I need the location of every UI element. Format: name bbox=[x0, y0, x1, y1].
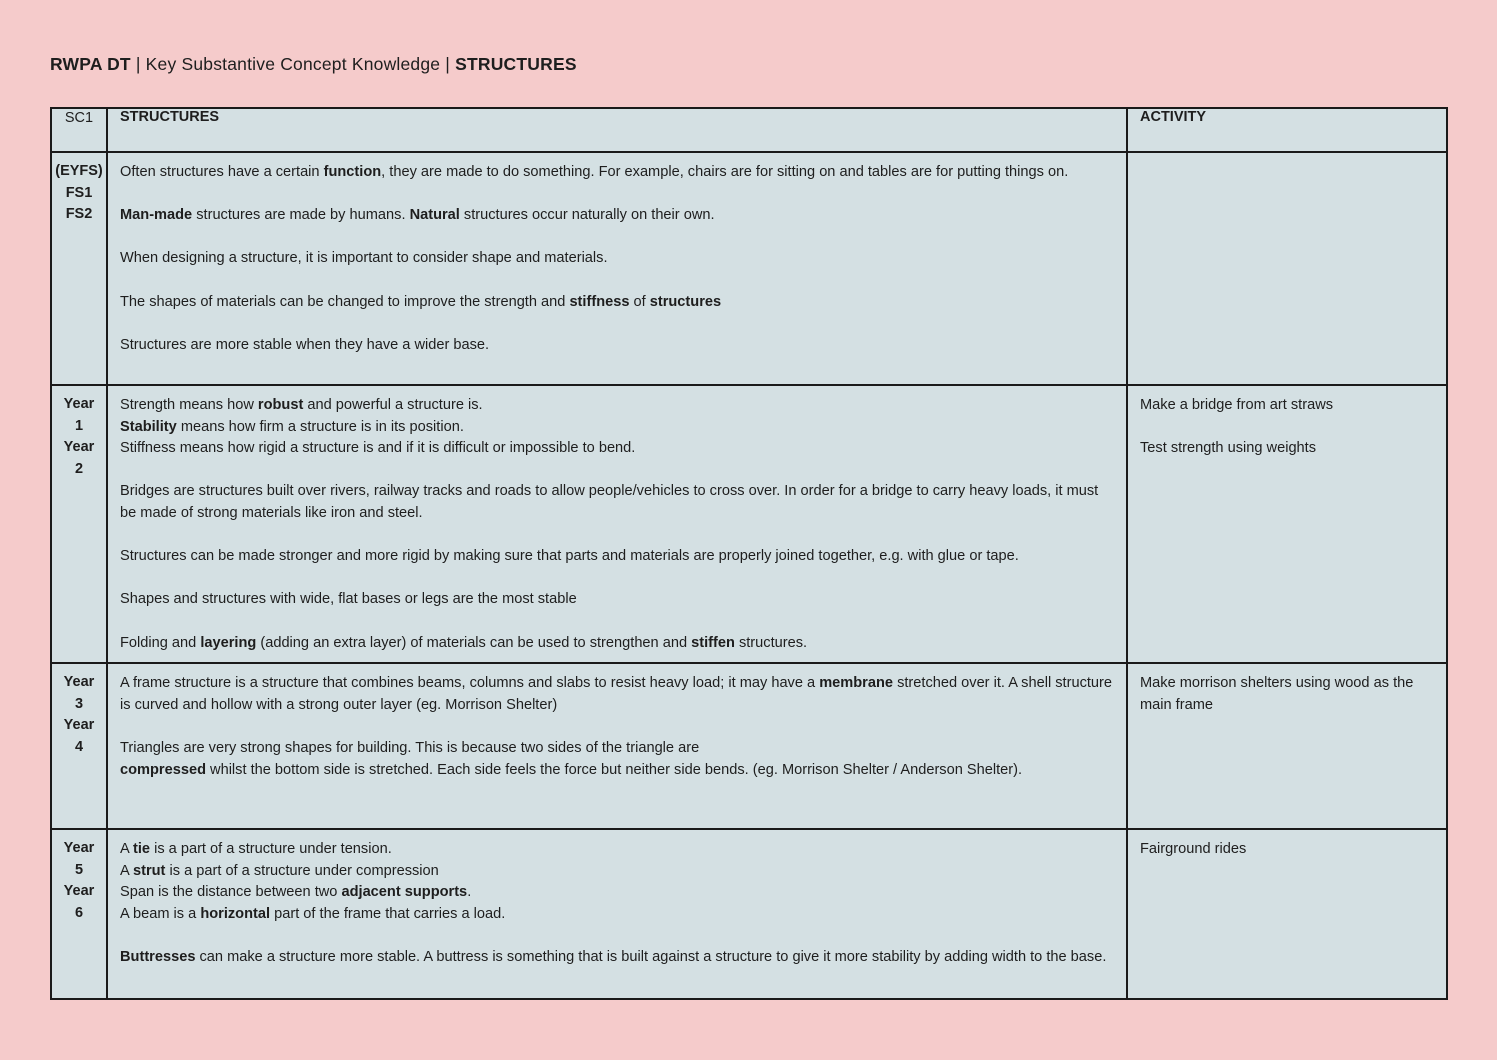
paragraph bbox=[120, 205, 1114, 227]
year-group-cell bbox=[51, 385, 107, 663]
text-line bbox=[120, 861, 1114, 883]
text-line bbox=[1140, 438, 1434, 460]
bold-text: Stability bbox=[120, 418, 177, 435]
year-group-label: FS1 bbox=[65, 184, 93, 201]
table-row bbox=[51, 829, 1447, 999]
page-title bbox=[0, 0, 1497, 75]
text: Bridges are structures built over rivers, railway tracks and roads to allow people/vehicles to cross over. In order for a bridge to carry heavy loads, it must be made of strong materials like iron and steel. bbox=[120, 483, 1099, 521]
knowledge-table bbox=[50, 107, 1448, 1000]
year-group-label: Year bbox=[63, 439, 95, 456]
year-group-label: 1 bbox=[74, 417, 84, 434]
activity-cell bbox=[1127, 663, 1447, 829]
year-group-label: Year bbox=[63, 674, 95, 691]
bold-text: horizontal bbox=[200, 905, 271, 922]
year-group-label: 6 bbox=[74, 904, 84, 921]
text-line bbox=[1140, 839, 1434, 861]
text: Test strength using weights bbox=[1140, 440, 1317, 457]
text: whilst the bottom side is stretched. Each side feels the force but neither side bends. (eg. Morrison Shelter / Anderson Shelter). bbox=[205, 761, 1023, 778]
table-row bbox=[51, 152, 1447, 385]
text: stretched over it. A shell structure is curved and hollow with a strong outer layer (eg. Morrison Shelter) bbox=[120, 675, 1113, 713]
year-group-label: 5 bbox=[74, 861, 84, 878]
bold-text: membrane bbox=[819, 675, 894, 692]
paragraph bbox=[120, 481, 1114, 524]
bold-text: STRUCTURES bbox=[455, 54, 577, 74]
year-group-label: Year bbox=[63, 840, 95, 857]
text: can make a structure more stable. A buttress is something that is built against a structure to give it more stability by adding width to the base. bbox=[195, 949, 1107, 966]
structures-cell bbox=[107, 152, 1127, 385]
text: and powerful a structure is. bbox=[303, 397, 483, 413]
text-line bbox=[120, 546, 1114, 568]
paragraph bbox=[120, 633, 1114, 655]
bold-text: adjacent supports bbox=[341, 884, 468, 901]
text-line bbox=[120, 481, 1114, 524]
header-sc1: SC1 bbox=[51, 108, 107, 152]
year-group-cell bbox=[51, 829, 107, 999]
paragraph bbox=[120, 947, 1114, 969]
text-line bbox=[1140, 673, 1434, 716]
text-line bbox=[120, 162, 1114, 184]
bold-text: Buttresses bbox=[120, 949, 196, 966]
paragraph bbox=[120, 292, 1114, 314]
activity-cell bbox=[1127, 385, 1447, 663]
year-group-cell bbox=[51, 663, 107, 829]
text: is a part of a structure under compression bbox=[165, 862, 439, 879]
structures-cell bbox=[107, 385, 1127, 663]
paragraph bbox=[120, 248, 1114, 270]
text: (adding an extra layer) of materials can be used to strengthen and bbox=[256, 634, 692, 651]
structures-cell bbox=[107, 663, 1127, 829]
activity-cell bbox=[1127, 152, 1447, 385]
paragraph bbox=[120, 738, 1114, 781]
bold-text: stiffen bbox=[691, 634, 735, 651]
table-header-row bbox=[51, 108, 1447, 152]
text-line bbox=[1140, 395, 1434, 417]
text-line bbox=[120, 839, 1114, 861]
bold-text: Man-made bbox=[120, 207, 193, 224]
text: structures are made by humans. bbox=[192, 207, 410, 224]
text: structures. bbox=[734, 634, 808, 651]
text-line bbox=[120, 395, 1114, 417]
text: Make morrison shelters using wood as the main frame bbox=[1140, 675, 1414, 713]
text: Strength means how bbox=[120, 397, 258, 413]
text: Stiffness means how rigid a structure is and if it is difficult or impossible to bend. bbox=[120, 440, 636, 457]
year-group-label: FS2 bbox=[65, 206, 93, 223]
activity-cell bbox=[1127, 829, 1447, 999]
year-group-label: Year bbox=[63, 883, 95, 900]
text-line bbox=[120, 438, 1114, 460]
year-group-label: Year bbox=[63, 396, 95, 412]
paragraph bbox=[120, 162, 1114, 184]
bold-text: tie bbox=[132, 841, 151, 858]
text: The shapes of materials can be changed to improve the strength and bbox=[120, 293, 570, 310]
bold-text: compressed bbox=[120, 761, 206, 778]
text-line bbox=[120, 589, 1114, 611]
year-group-cell bbox=[51, 152, 107, 385]
text-line bbox=[120, 882, 1114, 904]
text: Span is the distance between two bbox=[120, 884, 342, 901]
text: is a part of a structure under tension. bbox=[150, 841, 392, 858]
table-row bbox=[51, 663, 1447, 829]
paragraph bbox=[120, 839, 1114, 925]
bold-text: stiffness bbox=[569, 293, 630, 310]
paragraph bbox=[1140, 395, 1434, 417]
text: A bbox=[120, 862, 133, 879]
text: Triangles are very strong shapes for building. This is because two sides of the triangle are bbox=[120, 739, 700, 756]
text-line bbox=[120, 673, 1114, 716]
text: Often structures have a certain bbox=[120, 164, 324, 180]
year-group-label: 2 bbox=[74, 460, 84, 477]
text-line bbox=[120, 292, 1114, 314]
paragraph bbox=[120, 673, 1114, 716]
year-group-label: 3 bbox=[74, 695, 84, 712]
text: A beam is a bbox=[120, 905, 201, 922]
paragraph bbox=[120, 395, 1114, 460]
paragraph bbox=[1140, 839, 1434, 861]
bold-text: function bbox=[323, 164, 382, 180]
year-group-label: 4 bbox=[74, 738, 84, 755]
header-structures: STRUCTURES bbox=[107, 108, 1127, 152]
text: . bbox=[467, 884, 472, 901]
text: Structures can be made stronger and more rigid by making sure that parts and materials are properly joined together, e.g. with glue or tape. bbox=[120, 548, 1019, 565]
paragraph bbox=[120, 335, 1114, 357]
year-group-label: Year bbox=[63, 717, 95, 734]
bold-text: strut bbox=[132, 862, 166, 879]
text: structures occur naturally on their own. bbox=[459, 207, 715, 224]
paragraph bbox=[120, 546, 1114, 568]
text: , they are made to do something. For example, chairs are for sitting on and tables are for putting things on. bbox=[381, 164, 1069, 180]
text-line bbox=[120, 335, 1114, 357]
text: A bbox=[120, 841, 133, 858]
bold-text: layering bbox=[200, 634, 257, 651]
bold-text: structures bbox=[649, 293, 722, 310]
paragraph bbox=[1140, 438, 1434, 460]
header-activity: ACTIVITY bbox=[1127, 108, 1447, 152]
text-line bbox=[120, 633, 1114, 655]
text: | Key Substantive Concept Knowledge | bbox=[130, 54, 456, 74]
text: of bbox=[629, 293, 650, 310]
text-line bbox=[120, 205, 1114, 227]
text: part of the frame that carries a load. bbox=[270, 905, 506, 922]
text-line bbox=[120, 947, 1114, 969]
text-line bbox=[120, 417, 1114, 439]
bold-text: Natural bbox=[409, 207, 460, 224]
structures-cell bbox=[107, 829, 1127, 999]
text: A frame structure is a structure that combines beams, columns and slabs to resist heavy load; it may have a bbox=[120, 675, 820, 692]
year-group-label: (EYFS) bbox=[55, 163, 103, 179]
text: Folding and bbox=[120, 634, 201, 651]
paragraph bbox=[1140, 673, 1434, 716]
text: Shapes and structures with wide, flat bases or legs are the most stable bbox=[120, 591, 577, 608]
text: means how firm a structure is in its position. bbox=[176, 418, 464, 435]
bold-text: RWPA DT bbox=[50, 54, 131, 74]
text: Fairground rides bbox=[1140, 841, 1247, 858]
paragraph bbox=[120, 589, 1114, 611]
text-line bbox=[120, 904, 1114, 926]
bold-text: robust bbox=[257, 397, 304, 413]
text: When designing a structure, it is important to consider shape and materials. bbox=[120, 250, 608, 267]
text-line bbox=[120, 760, 1114, 782]
text: Make a bridge from art straws bbox=[1140, 397, 1334, 413]
text-line bbox=[120, 248, 1114, 270]
text: Structures are more stable when they have a wider base. bbox=[120, 336, 490, 353]
text-line bbox=[120, 738, 1114, 760]
table-row bbox=[51, 385, 1447, 663]
